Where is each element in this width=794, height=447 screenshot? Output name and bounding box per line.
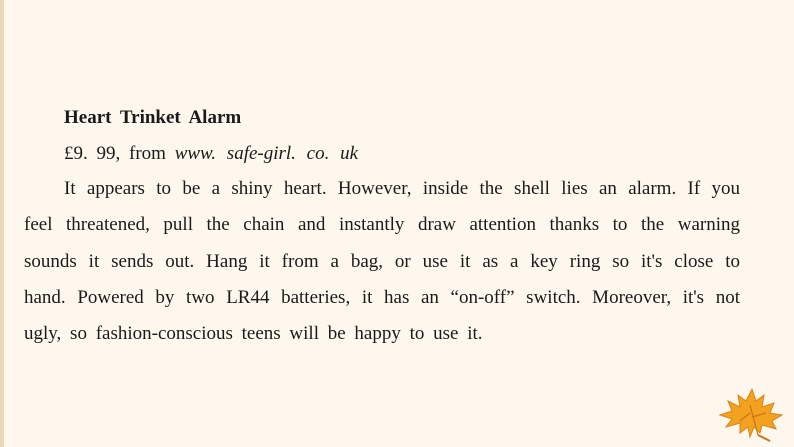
price-line [64,143,358,165]
body-line-5: ugly, so fashion-conscious teens will be happy to use it. [24,323,483,344]
body-line-1: It appears to be a shiny heart. However, inside the shell lies an alarm. If you [64,178,740,199]
maple-leaf-icon [714,385,788,443]
article-title: Heart Trinket Alarm [64,107,242,128]
body-line-4: hand. Powered by two LR44 batteries, it has an “on-off” switch. Moreover, it's not [24,287,740,308]
page-border [0,0,4,447]
price-text: £9. 99, from [64,143,166,164]
website-link: www. safe-girl. co. uk [174,143,359,164]
body-line-2: feel threatened, pull the chain and instantly draw attention thanks to the warning [24,214,740,235]
body-line-3: sounds it sends out. Hang it from a bag, or use it as a key ring so it's close to [24,251,740,272]
